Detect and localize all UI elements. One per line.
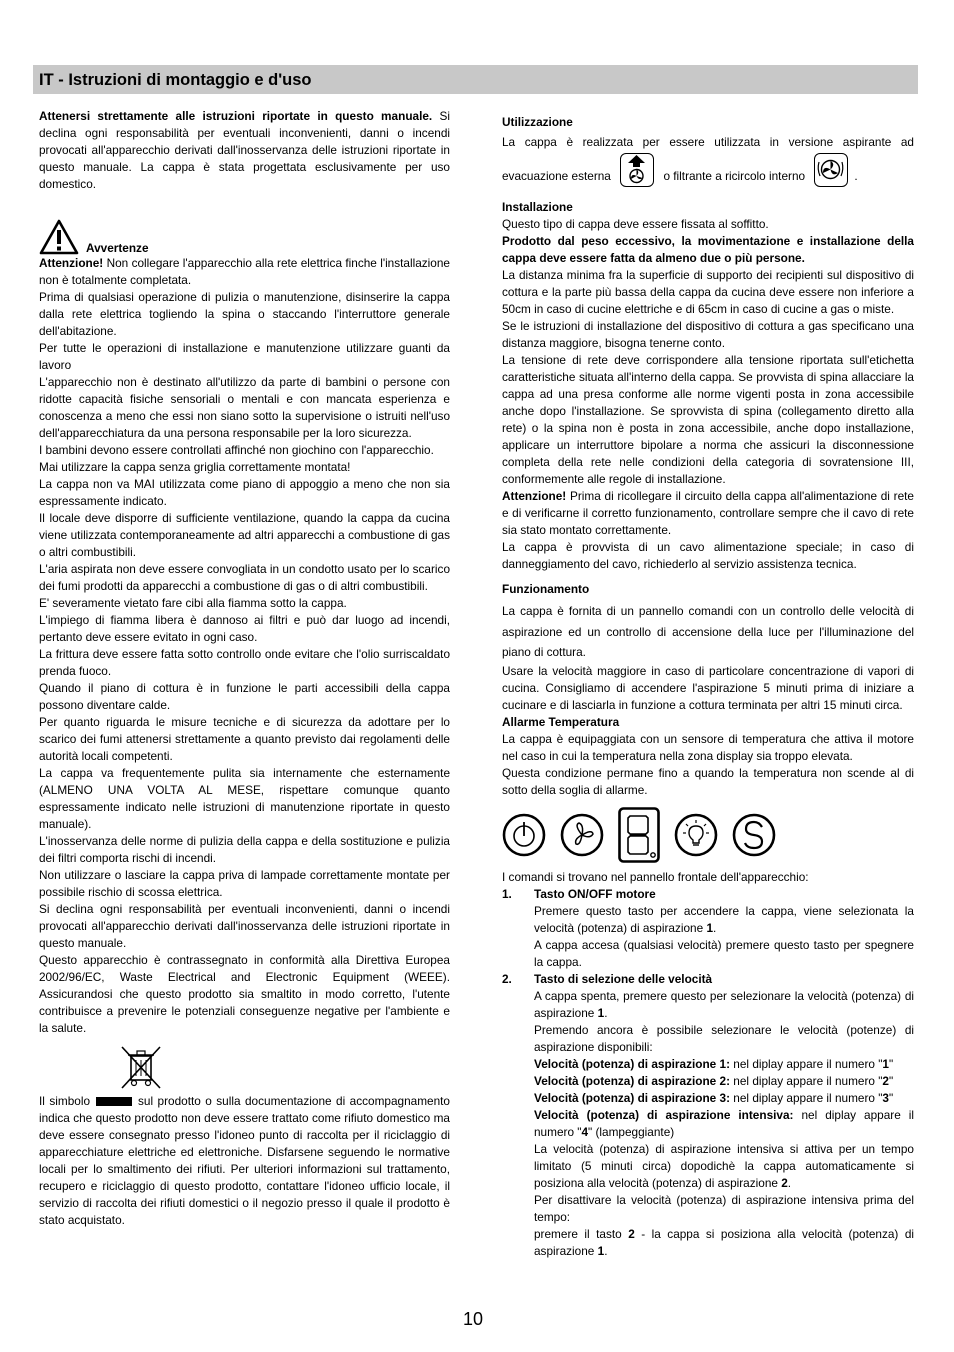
warning-paragraph: Il locale deve disporre di sufficiente ventilazione, quando la cappa da cucina viene utilizzata contemporaneamente ad altri apparecchi a combustione di gas o altri combustibili. — [39, 511, 450, 559]
exhaust-fan-icon — [620, 153, 654, 187]
page-header — [33, 65, 918, 94]
warning-paragraph: La cappa va frequentemente pulita sia internamente che esternamente (ALMENO UNA VOLTA AL MESE, rispettare comunque quanto espressamente indicato nelle istruzioni di manutenzione riportate in questo manuale). — [39, 766, 450, 831]
crossed-out-bin-icon — [119, 1044, 163, 1090]
warning-paragraph: Quando il piano di cottura è in funzione le parti accessibili della cappa possono diventare calde. — [39, 681, 450, 712]
warning-paragraph: L'impiego di fiamma libera è dannoso ai filtri e può dar luogo ad incendi, pertanto deve essere evitato in ogni caso. — [39, 613, 450, 644]
speed-line: Velocità (potenza) di aspirazione intensiva: nel diplay appare il numero "4" (lampeggiante) — [534, 1107, 914, 1139]
light-bulb-icon — [674, 813, 718, 857]
warning-paragraph: La cappa non va MAI utilizzata come piano di appoggio a meno che non sia espressamente indicato. — [39, 477, 450, 508]
page-number: 10 — [463, 1309, 484, 1329]
warning-title: Avvertenze — [86, 241, 149, 255]
seven-segment-display-icon — [618, 807, 660, 863]
list-item-title: Tasto di selezione delle velocità — [534, 971, 713, 986]
install-paragraph: Se le istruzioni di installazione del dispositivo di cottura a gas specificano una distanza maggiore, bisogna tenerne conto. — [502, 319, 914, 350]
fan-icon — [560, 813, 604, 857]
warning-paragraph: E' severamente vietato fare cibi alla fiamma sotto la cappa. — [39, 596, 347, 610]
warning-paragraph: L'aria aspirata non deve essere convogliata in un condotto usato per lo scarico dei fumi prodotti da apparecchi a combustione di gas o di altri combustibili. — [39, 562, 450, 593]
install-paragraph: La tensione di rete deve corrispondere alla tensione riportata sull'etichetta caratteristiche situata all'interno della cappa. Se provvista di spina allacciare la cappa ad una presa conforme alle norme vigenti posta in zona accessibile anche dopo l'installazione. Se sprovvista di spina (collegamento diretto alla rete) o la spina non è posta in zona accessibile, anche dopo installazione, applicare un interruttore bipolare a norma che assicuri la disconnessione completa della rete nelle condizioni della categoria di sovratensione III, conformemente alle regole di installazione. — [502, 353, 914, 486]
warning-paragraph: La frittura deve essere fatta sotto controllo onde evitare che l'olio surriscaldato prenda fuoco. — [39, 647, 450, 678]
warning-heading — [39, 215, 450, 255]
warning-paragraph: L'inosservanza delle norme di pulizia della cappa e della sostituzione e pulizia dei filtri comporta rischi di incendi. — [39, 834, 450, 865]
recirculation-fan-icon — [814, 153, 848, 187]
symbol-paragraph: Il simbolo sul prodotto o sulla documentazione di accompagnamento indica che questo prodotto non deve essere trattato come rifiuto domestico ma deve essere consegnato presso l'idoneo punto di raccolta per il riciclaggio di apparecchiature elettriche ed elettroniche. Disfarsene seguendo le normative locali per lo smaltimento dei rifiuti. Per ulteriori informazioni sul trattamento, recupero e riciclaggio di questo prodotto, contattare l'idoneo ufficio locale, il servizio di raccolta dei rifiuti domestici o il negozio presso il quale il prodotto è stato acquistato. — [39, 1094, 450, 1227]
warning-paragraph: Non utilizzare o lasciare la cappa priva di lampade correttamente montate per possibile rischio di scossa elettrica. — [39, 868, 450, 899]
warning-paragraph: L'apparecchio non è destinato all'utilizzo da parte di bambini o persone con ridotte capacità fisiche sensoriali o mentali e con mancata esperienza e conoscenza a meno che essi non siano sotto la supervisione o istruiti nell'uso dell'apparecchiatura da una persona responsabile per la loro sicurezza. — [39, 375, 450, 440]
section-title-installazione: Installazione — [502, 200, 573, 214]
section-title-funzionamento: Funzionamento — [502, 582, 590, 596]
left-column — [39, 108, 450, 1229]
weee-paragraph: Questo apparecchio è contrassegnato in conformità alla Direttiva Europea 2002/96/EC, Waste Electrical and Electronic Equipment (WEEE). Assicurandosi che questo prodotto sia smaltito in modo corretto, l'utente contribuisce a prevenire le potenziali conseguenze negative per l'ambiente e la salute. — [39, 953, 450, 1035]
weee-bar-icon — [96, 1097, 132, 1106]
right-column — [502, 114, 914, 1260]
warning-paragraph: I bambini devono essere controllati affinché non giochino con l'apparecchio. — [39, 443, 434, 457]
speed-s-icon — [732, 813, 776, 857]
warning-attention: Attenzione! Non collegare l'apparecchio alla rete elettrica finche l'installazione non è totalmente completata. — [39, 256, 450, 287]
use-paragraph: La cappa è realizzata per essere utilizzata in versione aspirante ad evacuazione esterna o filtrante a ricircolo interno . — [502, 131, 914, 187]
list-item-title: Tasto ON/OFF motore — [534, 886, 656, 901]
warning-paragraph: Mai utilizzare la cappa senza griglia correttamente montata! — [39, 460, 351, 474]
control-panel-icons — [502, 807, 914, 863]
install-paragraph: Questo tipo di cappa deve essere fissata al soffitto. — [502, 217, 769, 231]
section-title-allarme: Allarme Temperatura — [502, 714, 620, 729]
install-paragraph: La distanza minima fra la superficie di supporto dei recipienti sul dispositivo di cottura e la parte più bassa della cappa da cucina deve essere non inferiore a 50cm in caso di cucine elettriche e di 65cm in caso di cucine a gas o miste. — [502, 268, 914, 316]
install-weight-warning: Prodotto dal peso eccessivo, la movimentazione e installazione della cappa deve essere fatta da almeno due o più persone. — [502, 234, 914, 265]
power-icon — [502, 813, 546, 857]
warning-paragraph: Per quanto riguarda le misure tecniche e di sicurezza da adottare per lo scarico dei fumi attenersi strettamente a quanto previsto dai regolamenti delle autorità locali competenti. — [39, 715, 450, 763]
speed-line: Velocità (potenza) di aspirazione 1: nel diplay appare il numero "1" — [534, 1056, 894, 1071]
function-paragraph: Usare la velocità maggiore in caso di particolare concentrazione di vapori di cucina. Consigliamo di accendere l'aspirazione 5 minuti prima di iniziare a cucinare e di lasciarla in funzione a cottura terminata per altri 15 minuti circa. — [502, 663, 914, 712]
function-paragraph: La cappa è fornita di un pannello comandi con un controllo delle velocità di aspirazione ed un controllo di accensione della luce per l'illuminazione del piano di cottura. — [502, 604, 914, 659]
speed-line: Velocità (potenza) di aspirazione 3: nel diplay appare il numero "3" — [534, 1090, 894, 1105]
warning-paragraph: Per tutte le operazioni di installazione e manutenzione utilizzare guanti da lavoro — [39, 341, 450, 372]
section-title-utilizzazione: Utilizzazione — [502, 115, 573, 129]
intro-paragraph: Attenersi strettamente alle istruzioni riportate in questo manuale. Si declina ogni responsabilità per eventuali inconvenienti, danni o incendi provocati all'apparecchio derivati dall'inosservanza delle istruzioni riportate in questo manuale. La cappa è stata progettata esclusivamente per uso domestico. — [39, 109, 450, 191]
warning-triangle-icon — [39, 219, 79, 255]
install-paragraph: La cappa è provvista di un cavo alimentazione speciale; in caso di danneggiamento del cavo, richiederlo al servizio assistenza tecnica. — [502, 540, 914, 571]
install-attention: Attenzione! Prima di ricollegare il circuito della cappa all'alimentazione di rete e di verificarne il corretto funzionamento, controllare sempre che il cavo di rete sia stato montato correttamente. — [502, 489, 914, 537]
speed-line: Velocità (potenza) di aspirazione 2: nel diplay appare il numero "2" — [534, 1073, 894, 1088]
list-item: 2. Tasto di selezione delle velocità A cappa spenta, premere questo per selezionare la velocità (potenza) di aspirazione 1. Premendo ancora è possibile selezionare le velocità (potenze) di aspirazione disponibili: Velocità (potenza) di aspirazione 1: nel diplay appare il numero "1" Velocità (potenza) di aspirazione 2: nel diplay appare il numero "2" Velocità (potenza) di aspirazione 3: nel diplay appare il numero "3" Velocità (potenza) di aspirazione intensiva: nel diplay appare il numero "4" (lampeggiante) La velocità (potenza) di aspirazione intensiva si attiva per un tempo limitato (5 minuti circa) dopodichè la cappa automaticamente si posiziona alla velocità (potenza) di aspirazione 2. Per disattivare la velocità (potenza) di aspirazione intensiva prima del tempo: premere il tasto 2 - la cappa si posiziona alla velocità (potenza) di aspirazione 1. — [502, 971, 915, 1258]
list-item: 1. Tasto ON/OFF motore Premere questo tasto per accendere la cappa, viene selezionata la velocità (potenza) di aspirazione 1. A cappa accesa (qualsiasi velocità) premere questo tasto per spegnere la cappa. — [502, 886, 914, 969]
warning-paragraph: Prima di qualsiasi operazione di pulizia o manutenzione, disinserire la cappa dalla rete elettrica togliendo la spina o staccando l'interruttore generale dell'abitazione. — [39, 290, 450, 338]
commands-list — [502, 886, 914, 1260]
page-title: IT - Istruzioni di montaggio e d'uso — [39, 71, 312, 89]
commands-intro: I comandi si trovano nel pannello frontale dell'apparecchio: — [502, 869, 809, 884]
warning-paragraph: Si declina ogni responsabilità per eventuali inconvenienti, danni o incendi provocati all'apparecchio derivati dall'inosservanza delle istruzioni riportate in questo manuale. — [39, 902, 450, 950]
alarm-paragraph: Questa condizione permane fino a quando la temperatura non scende al di sotto della soglia di allarme. — [502, 765, 914, 797]
alarm-paragraph: La cappa è equipaggiata con un sensore di temperatura che attiva il motore nel caso in cui la temperatura nella zona display sia troppo elevata. — [502, 731, 914, 763]
